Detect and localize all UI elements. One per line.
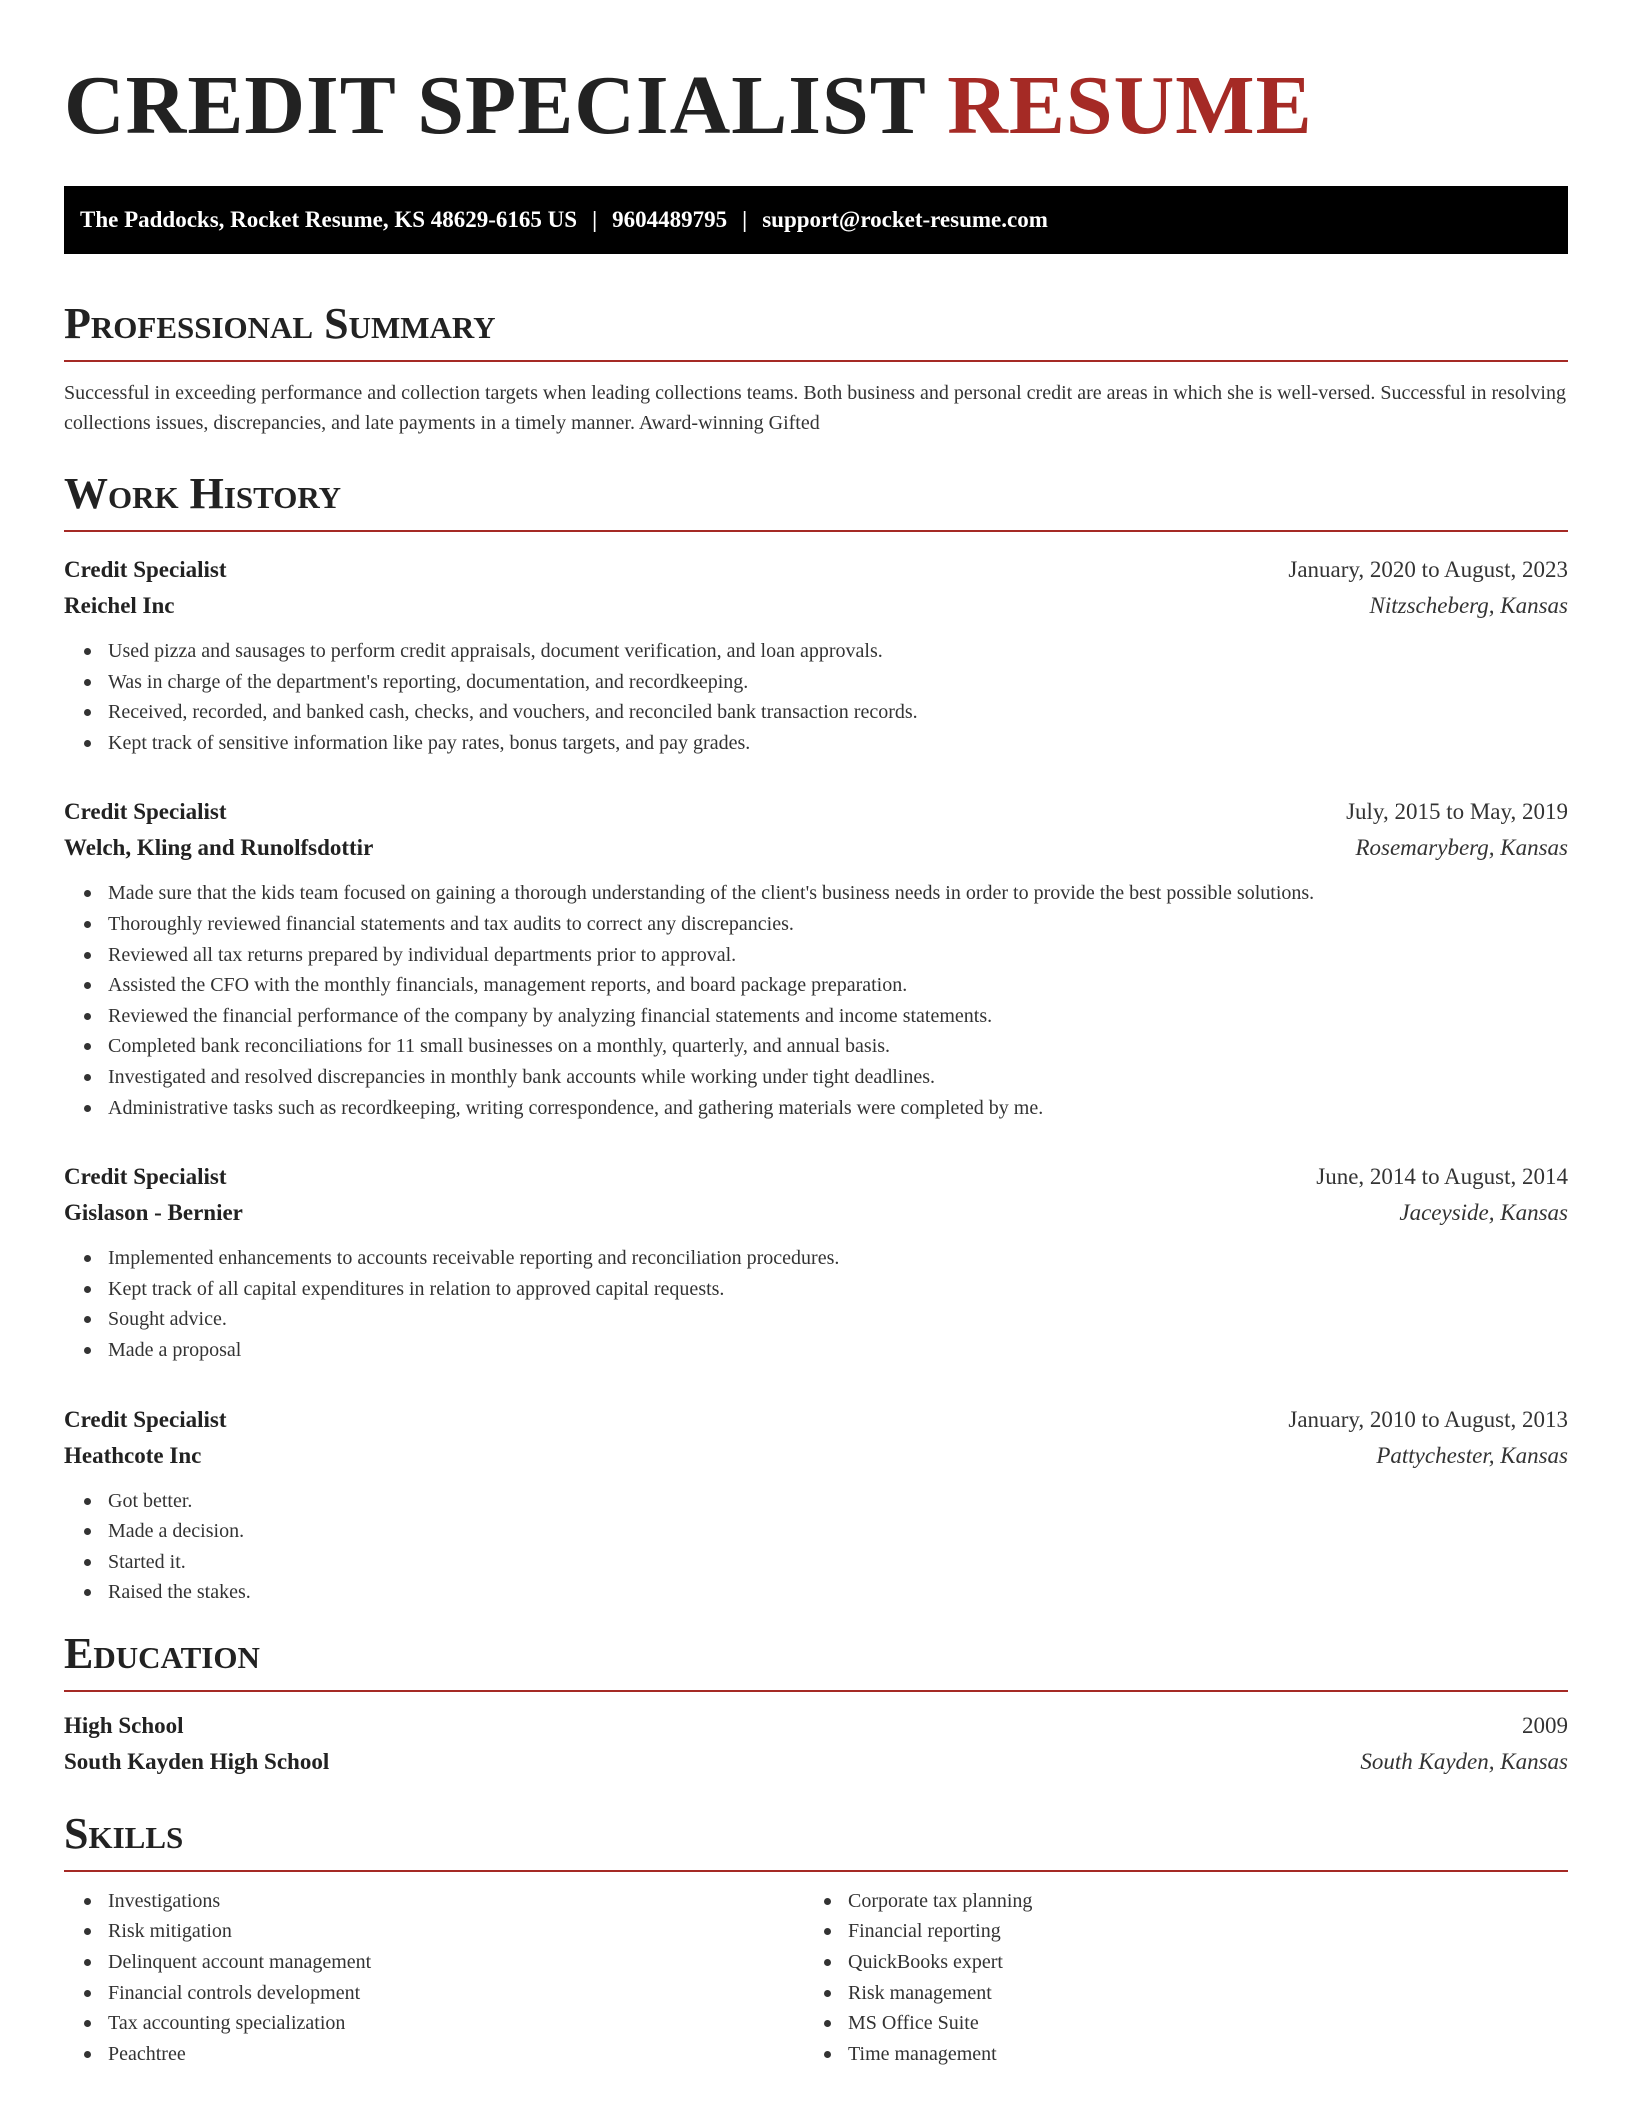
job-company-row [64, 1195, 1568, 1231]
job-bullet: Kept track of all capital expenditures in relation to approved capital requests. [108, 1274, 1568, 1305]
job-entry [64, 794, 1568, 1123]
skills-bullets [804, 1886, 1544, 2070]
skill-item: Tax accounting specialization [108, 2008, 804, 2039]
education-location: South Kayden, Kansas [1360, 1748, 1568, 1774]
skill-item: MS Office Suite [848, 2008, 1544, 2039]
education-school: South Kayden High School [64, 1748, 330, 1774]
job-entry [64, 1402, 1568, 1608]
skill-item: Corporate tax planning [848, 1886, 1544, 1917]
job-bullet: Received, recorded, and banked cash, checks, and vouchers, and reconciled bank transaction records. [108, 697, 1568, 728]
contact-separator: | [742, 207, 748, 232]
job-company: Gislason - Bernier [64, 1200, 243, 1226]
skills-column-right [804, 1886, 1544, 2070]
job-dates: July, 2015 to May, 2019 [1346, 799, 1568, 825]
job-location: Jaceyside, Kansas [1399, 1200, 1568, 1226]
job-bullet: Assisted the CFO with the monthly financials, management reports, and board package preparation. [108, 970, 1568, 1001]
job-title: Credit Specialist [64, 1164, 227, 1190]
skill-item: Time management [848, 2039, 1544, 2070]
job-bullets [64, 1243, 1568, 1365]
skill-item: Peachtree [108, 2039, 804, 2070]
job-company-row [64, 588, 1568, 624]
job-bullet: Completed bank reconciliations for 11 small businesses on a monthly, quarterly, and annual basis. [108, 1031, 1568, 1062]
job-header-row [64, 1402, 1568, 1438]
job-entry [64, 1159, 1568, 1365]
job-title: Credit Specialist [64, 799, 227, 825]
job-header-row [64, 552, 1568, 588]
job-title: Credit Specialist [64, 557, 227, 582]
skills-bullets [64, 1886, 804, 2070]
title-main: CREDIT SPECIALIST [64, 59, 926, 152]
job-bullet: Got better. [108, 1486, 1568, 1517]
skill-item: Risk mitigation [108, 1916, 804, 1947]
skill-item: Risk management [848, 1978, 1544, 2009]
job-header-row [64, 794, 1568, 830]
skill-item: Financial controls development [108, 1978, 804, 2009]
job-bullet: Thoroughly reviewed financial statements and tax audits to correct any discrepancies. [108, 909, 1568, 940]
summary-heading: Professional Summary [64, 298, 1568, 362]
job-bullets [64, 878, 1568, 1123]
title-accent: RESUME [947, 59, 1313, 152]
job-company-row [64, 830, 1568, 866]
education-degree: High School [64, 1712, 184, 1738]
contact-bar [64, 186, 1568, 254]
job-location: Rosemaryberg, Kansas [1355, 835, 1568, 861]
job-bullets [64, 1486, 1568, 1608]
education-degree-row [64, 1708, 1568, 1744]
job-entry [64, 552, 1568, 758]
skill-item: Investigations [108, 1886, 804, 1917]
job-dates: January, 2010 to August, 2013 [1288, 1406, 1568, 1432]
job-bullet: Made sure that the kids team focused on gaining a thorough understanding of the client's business needs in order to provide the best possible solutions. [108, 878, 1568, 909]
job-company: Reichel Inc [64, 593, 175, 618]
job-dates: June, 2014 to August, 2014 [1316, 1164, 1568, 1190]
job-bullet: Was in charge of the department's reporting, documentation, and recordkeeping. [108, 667, 1568, 698]
education-entry [64, 1708, 1568, 1780]
contact-separator: | [592, 207, 598, 232]
job-title: Credit Specialist [64, 1406, 227, 1432]
skills-column-left [64, 1886, 804, 2070]
resume-title [64, 0, 1568, 154]
skills-list [64, 1886, 1568, 2070]
skill-item: QuickBooks expert [848, 1947, 1544, 1978]
skill-item: Financial reporting [848, 1916, 1544, 1947]
education-year: 2009 [1522, 1712, 1568, 1738]
job-bullet: Implemented enhancements to accounts receivable reporting and reconciliation procedures. [108, 1243, 1568, 1274]
job-location: Nitzscheberg, Kansas [1369, 593, 1568, 618]
job-dates: January, 2020 to August, 2023 [1288, 557, 1568, 582]
job-company-row [64, 1438, 1568, 1474]
education-heading: Education [64, 1628, 1568, 1692]
skill-item: Delinquent account management [108, 1947, 804, 1978]
job-bullet: Made a proposal [108, 1335, 1568, 1366]
job-bullet: Used pizza and sausages to perform credit appraisals, document verification, and loan approvals. [108, 636, 1568, 667]
job-bullet: Reviewed the financial performance of the company by analyzing financial statements and income statements. [108, 1001, 1568, 1032]
job-company: Heathcote Inc [64, 1442, 202, 1468]
job-bullet: Investigated and resolved discrepancies in monthly bank accounts while working under tight deadlines. [108, 1062, 1568, 1093]
contact-phone: 9604489795 [612, 207, 728, 232]
job-bullet: Administrative tasks such as recordkeeping, writing correspondence, and gathering materials were completed by me. [108, 1093, 1568, 1124]
job-header-row [64, 1159, 1568, 1195]
job-bullet: Kept track of sensitive information like pay rates, bonus targets, and pay grades. [108, 728, 1568, 759]
education-school-row [64, 1744, 1568, 1780]
job-bullet: Raised the stakes. [108, 1577, 1568, 1608]
contact-address: The Paddocks, Rocket Resume, KS 48629-6165 US [80, 207, 578, 232]
job-bullet: Sought advice. [108, 1304, 1568, 1335]
summary-text: Successful in exceeding performance and collection targets when leading collections teams. Both business and personal credit are areas in which she is well-versed. Successful in resolving collections issues, discrepancies, and late payments in a timely manner. Award-winning Gifted [64, 382, 1566, 434]
job-bullet: Reviewed all tax returns prepared by individual departments prior to approval. [108, 940, 1568, 971]
job-location: Pattychester, Kansas [1376, 1442, 1568, 1468]
skills-heading: Skills [64, 1808, 1568, 1872]
job-bullet: Started it. [108, 1547, 1568, 1578]
job-bullet: Made a decision. [108, 1516, 1568, 1547]
job-company: Welch, Kling and Runolfsdottir [64, 835, 374, 861]
work-history-heading: Work History [64, 468, 1568, 532]
contact-email: support@rocket-resume.com [762, 207, 1048, 232]
job-bullets [64, 636, 1568, 758]
